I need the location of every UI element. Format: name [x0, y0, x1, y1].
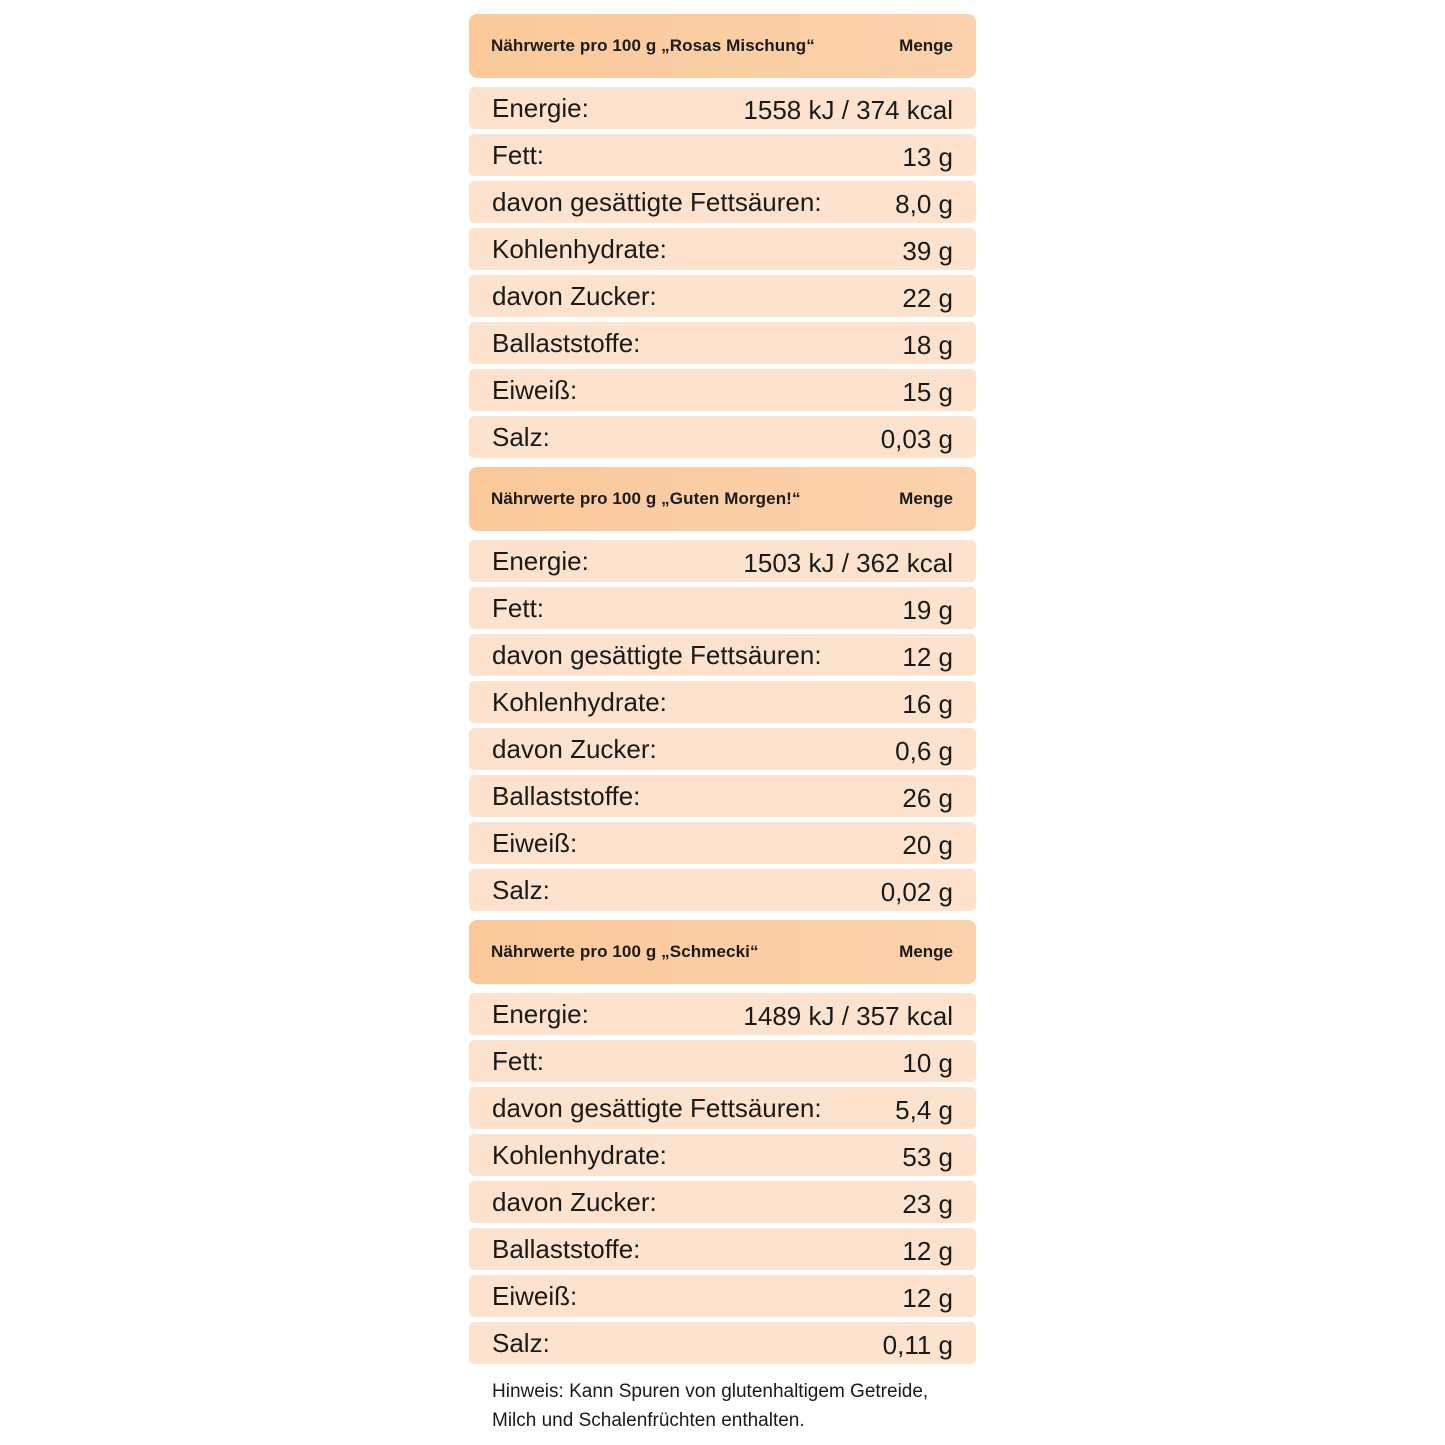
table-row	[469, 416, 976, 458]
allergen-note	[492, 1377, 972, 1435]
nutrient-label: Eiweiß:	[492, 1281, 578, 1311]
table-row	[469, 993, 976, 1035]
table-header	[469, 14, 976, 78]
nutrient-value: 26 g	[902, 782, 953, 813]
nutrient-value: 19 g	[902, 594, 953, 625]
table-row	[469, 1275, 976, 1317]
table-row	[469, 1181, 976, 1223]
table-header	[469, 920, 976, 984]
nutrient-label: davon gesättigte Fettsäuren:	[492, 187, 822, 217]
nutrient-label: Energie:	[492, 546, 589, 576]
nutrient-value: 18 g	[902, 329, 953, 360]
nutrient-value: 20 g	[902, 829, 953, 860]
nutrient-label: Kohlenhydrate:	[492, 1140, 667, 1170]
table-row	[469, 634, 976, 676]
table-title: Nährwerte pro 100 g „Rosas Mischung“	[491, 36, 815, 55]
table-row	[469, 181, 976, 223]
table-row	[469, 587, 976, 629]
table-rows	[469, 540, 976, 911]
nutrient-label: davon gesättigte Fettsäuren:	[492, 1093, 822, 1123]
nutrient-label: davon Zucker:	[492, 1187, 657, 1217]
table-row	[469, 369, 976, 411]
nutrient-label: Energie:	[492, 999, 589, 1029]
nutrient-label: davon Zucker:	[492, 281, 657, 311]
table-row	[469, 681, 976, 723]
nutrient-value: 12 g	[902, 641, 953, 672]
nutrient-label: Ballaststoffe:	[492, 781, 641, 811]
table-row	[469, 275, 976, 317]
nutrient-label: Fett:	[492, 140, 545, 170]
nutrient-value: 0,6 g	[895, 735, 953, 766]
nutrient-value: 1503 kJ / 362 kcal	[743, 547, 953, 578]
nutrition-panel	[469, 14, 976, 1373]
nutrient-value: 0,11 g	[882, 1329, 953, 1360]
nutrient-value: 12 g	[902, 1235, 953, 1266]
table-title: Nährwerte pro 100 g „Guten Morgen!“	[491, 489, 801, 508]
nutrient-value: 1558 kJ / 374 kcal	[743, 94, 953, 125]
allergen-note-line-2: Milch und Schalenfrüchten enthalten.	[492, 1410, 805, 1431]
amount-column-header: Menge	[899, 489, 953, 508]
table-row	[469, 228, 976, 270]
table-row	[469, 775, 976, 817]
nutrition-table-guten-morgen	[469, 467, 976, 911]
nutrient-value: 22 g	[902, 282, 953, 313]
table-row	[469, 728, 976, 770]
table-row	[469, 1322, 976, 1364]
table-title: Nährwerte pro 100 g „Schmecki“	[491, 942, 759, 961]
nutrient-value: 53 g	[902, 1141, 953, 1172]
table-row	[469, 322, 976, 364]
allergen-note-line-1: Hinweis: Kann Spuren von glutenhaltigem Getreide,	[492, 1381, 929, 1402]
nutrient-label: Eiweiß:	[492, 375, 578, 405]
table-row	[469, 87, 976, 129]
nutrition-table-schmecki	[469, 920, 976, 1364]
nutrient-value: 0,03 g	[880, 423, 953, 454]
table-row	[469, 1228, 976, 1270]
nutrition-table-rosas-mischung	[469, 14, 976, 458]
nutrient-value: 15 g	[902, 376, 953, 407]
nutrient-value: 13 g	[902, 141, 953, 172]
nutrient-value: 0,02 g	[880, 876, 953, 907]
table-row	[469, 1134, 976, 1176]
nutrient-label: Ballaststoffe:	[492, 328, 641, 358]
nutrient-label: Eiweiß:	[492, 828, 578, 858]
table-row	[469, 1087, 976, 1129]
nutrient-value: 16 g	[902, 688, 953, 719]
table-header	[469, 467, 976, 531]
amount-column-header: Menge	[899, 942, 953, 961]
table-row	[469, 1040, 976, 1082]
nutrient-label: davon gesättigte Fettsäuren:	[492, 640, 822, 670]
nutrient-label: Ballaststoffe:	[492, 1234, 641, 1264]
table-row	[469, 822, 976, 864]
table-rows	[469, 87, 976, 458]
nutrient-label: Salz:	[492, 1328, 550, 1358]
table-row	[469, 134, 976, 176]
nutrient-value: 1489 kJ / 357 kcal	[743, 1000, 953, 1031]
nutrient-label: Kohlenhydrate:	[492, 687, 667, 717]
nutrient-label: Kohlenhydrate:	[492, 234, 667, 264]
nutrient-value: 39 g	[902, 235, 953, 266]
amount-column-header: Menge	[899, 36, 953, 55]
nutrient-value: 23 g	[902, 1188, 953, 1219]
table-row	[469, 869, 976, 911]
nutrient-label: Energie:	[492, 93, 589, 123]
table-rows	[469, 993, 976, 1364]
nutrient-value: 5,4 g	[895, 1094, 953, 1125]
nutrient-value: 8,0 g	[895, 188, 953, 219]
nutrient-label: Salz:	[492, 422, 550, 452]
nutrient-label: Salz:	[492, 875, 550, 905]
nutrient-value: 12 g	[902, 1282, 953, 1313]
nutrient-value: 10 g	[902, 1047, 953, 1078]
nutrient-label: davon Zucker:	[492, 734, 657, 764]
table-row	[469, 540, 976, 582]
nutrient-label: Fett:	[492, 593, 545, 623]
nutrient-label: Fett:	[492, 1046, 545, 1076]
